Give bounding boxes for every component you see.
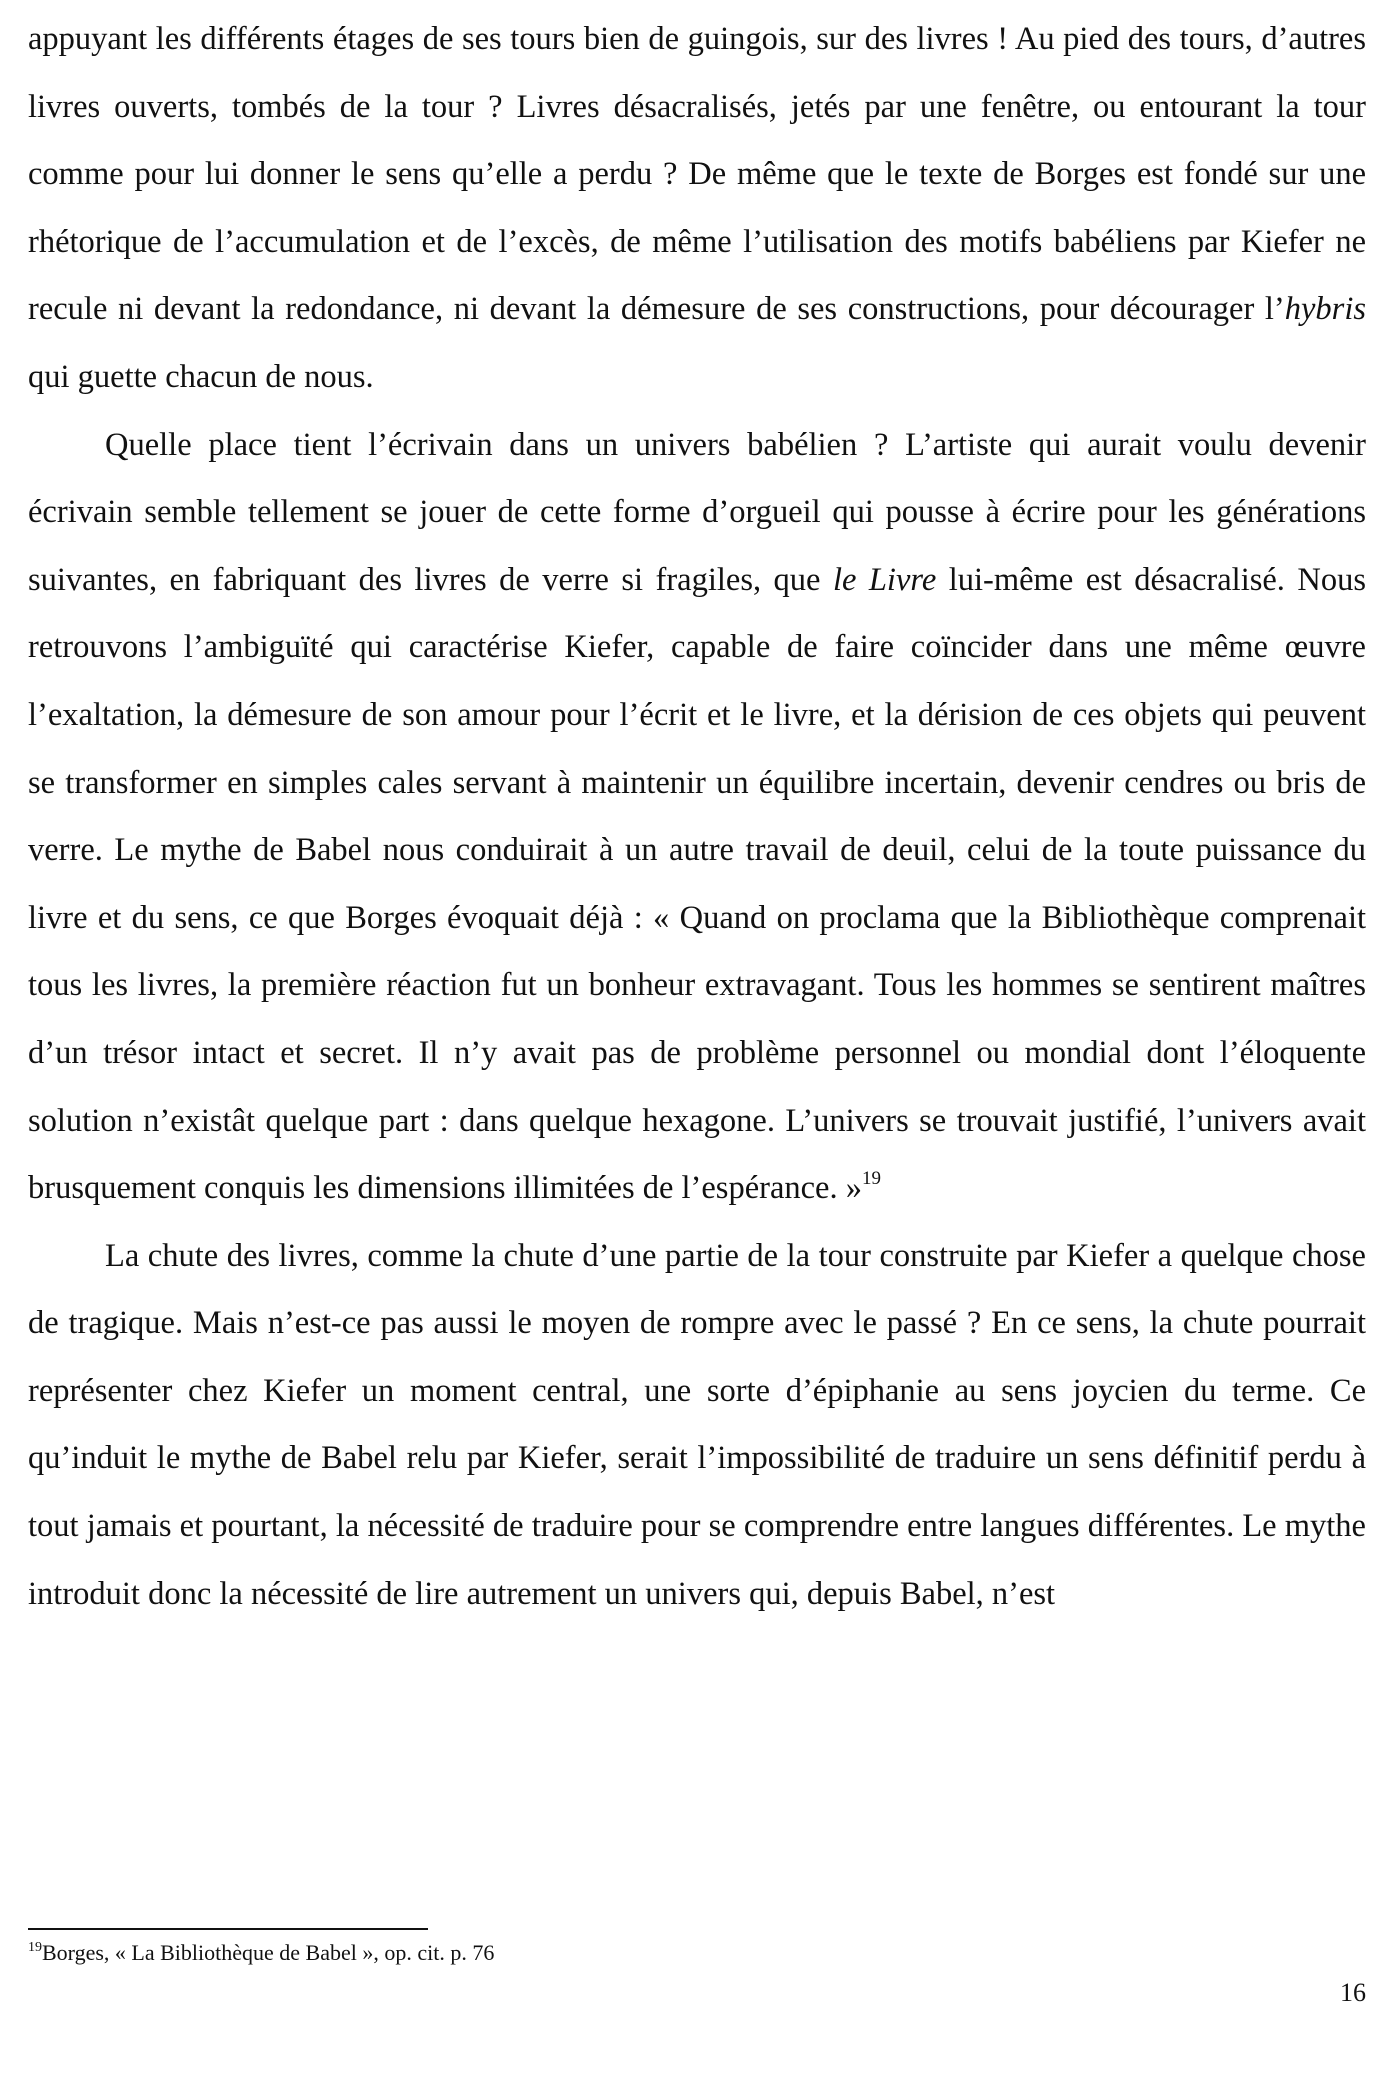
italic-hybris: hybris: [1284, 291, 1366, 328]
paragraph-2-text-start: Quelle place tient l’écrivain dans un univers babélien ? L’artiste qui aurait voulu devenir écrivain semble tellement se jouer de cette forme d’orgueil qui pousse à écrire pour les générations suivantes, en fabriquant des livres de verre si fragiles, que: [28, 426, 1366, 598]
footnote-reference[interactable]: 19: [861, 1168, 881, 1190]
footnote-text: Borges, « La Bibliothèque de Babel », op. cit. p. 76: [42, 1940, 495, 1965]
paragraph-2: [28, 412, 1366, 1223]
paragraph-1: [28, 6, 1366, 412]
footnote: [28, 1938, 928, 1968]
paragraph-1-text-end: qui guette chacun de nous.: [28, 358, 374, 395]
body-text: [28, 6, 1366, 1628]
paragraph-3: [28, 1223, 1366, 1629]
footnote-separator: [28, 1928, 428, 1930]
document-page: [28, 0, 1366, 2079]
italic-le-livre: le Livre: [832, 561, 937, 598]
page-number: 16: [1340, 1978, 1366, 2007]
paragraph-3-text: La chute des livres, comme la chute d’une partie de la tour construite par Kiefer a quelque chose de tragique. Mais n’est-ce pas aussi le moyen de rompre avec le passé ? En ce sens, la chute pourrait représenter chez Kiefer un moment central, une sorte d’épiphanie au sens joycien du terme. Ce qu’induit le mythe de Babel relu par Kiefer, serait l’impossibilité de traduire un sens définitif perdu à tout jamais et pourtant, la nécessité de traduire pour se comprendre entre langues différentes. Le mythe introduit donc la nécessité de lire autrement un univers qui, depuis Babel, n’est: [28, 1237, 1366, 1612]
paragraph-1-text-start: appuyant les différents étages de ses tours bien de guingois, sur des livres ! Au pied des tours, d’autres livres ouverts, tombés de la tour ? Livres désacralisés, jetés par une fenêtre, ou entourant la tour comme pour lui donner le sens qu’elle a perdu ? De même que le texte de Borges est fondé sur une rhétorique de l’accumulation et de l’excès, de même l’utilisation des motifs babéliens par Kiefer ne recule ni devant la redondance, ni devant la démesure de ses constructions, pour décourager l’: [28, 21, 1366, 328]
paragraph-2-text-end: lui-même est désacralisé. Nous retrouvons l’ambiguïté qui caractérise Kiefer, capable de faire coïncider dans une même œuvre l’exaltation, la démesure de son amour pour l’écrit et le livre, et la dérision de ces objets qui peuvent se transformer en simples cales servant à maintenir un équilibre incertain, devenir cendres ou bris de verre. Le mythe de Babel nous conduirait à un autre travail de deuil, celui de la toute puissance du livre et du sens, ce que Borges évoquait déjà : « Quand on proclama que la Bibliothèque comprenait tous les livres, la première réaction fut un bonheur extravagant. Tous les hommes se sentirent maîtres d’un trésor intact et secret. Il n’y avait pas de problème personnel ou mondial dont l’éloquente solution n’existât quelque part : dans quelque hexagone. L’univers se trouvait justifié, l’univers avait brusquement conquis les dimensions illimitées de l’espérance. »: [28, 561, 1366, 1207]
footnote-number: 19: [28, 1940, 42, 1955]
